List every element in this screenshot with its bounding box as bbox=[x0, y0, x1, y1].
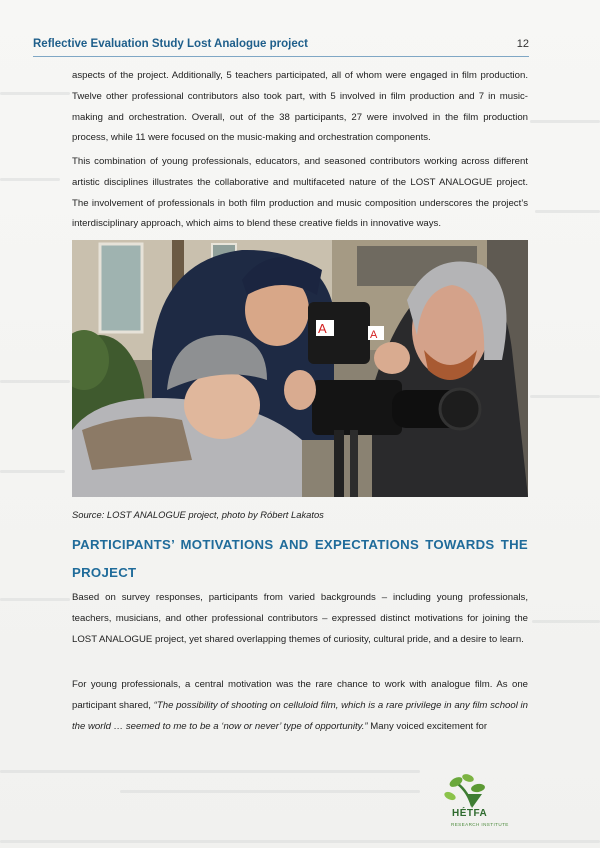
paragraph-young-professionals bbox=[72, 675, 528, 737]
logo-subtitle: RESEARCH INSTITUTE bbox=[451, 822, 509, 827]
background-streak bbox=[535, 210, 600, 213]
header-divider bbox=[33, 56, 529, 57]
paragraph-text: For young professionals, a central motivation was the rare chance to work with analogue film. As one participant shared, bbox=[72, 679, 528, 711]
section-heading: PARTICIPANTS’ MOTIVATIONS AND EXPECTATIONS TOWARDS THE PROJECT bbox=[72, 537, 528, 580]
background-streak bbox=[0, 770, 420, 773]
project-photo bbox=[72, 240, 528, 497]
participant-quote: “The possibility of shooting on celluloid film, which is a rare privilege in any film school in the world … seemed to me to be a ‘now or never’ type of opportunity.” bbox=[72, 699, 529, 732]
paragraph-text-end: Many voiced excitement for bbox=[367, 720, 488, 732]
background-streak bbox=[530, 120, 600, 123]
photo-illustration bbox=[72, 240, 528, 497]
page-number: 12 bbox=[516, 38, 529, 50]
background-streak bbox=[0, 178, 60, 181]
camera-badge-a-2: A bbox=[370, 329, 378, 341]
background-streak bbox=[0, 92, 70, 95]
paragraph-motivations: Based on survey responses, participants from varied backgrounds – including young professionals, teachers, musicians, and other professional contributors – expressed distinct motivations for joining the LOST ANALOGUE project, yet shared overlapping themes of curiosity, cultural pride, and a desire to learn. bbox=[72, 592, 528, 645]
background-streak bbox=[0, 470, 65, 473]
background-streak bbox=[532, 620, 600, 623]
background-streak bbox=[0, 598, 70, 601]
camera-badge-a: A bbox=[318, 321, 327, 336]
background-streak bbox=[0, 840, 600, 843]
logo-name: HÉTFA bbox=[452, 808, 488, 819]
page-header bbox=[33, 38, 529, 56]
header-title: Reflective Evaluation Study Lost Analogue project bbox=[33, 38, 308, 50]
paragraph-participants-breakdown: aspects of the project. Additionally, 5 teachers participated, all of whom were engaged in film production. Twelve other professional contributors also took part, with 5 involved in film production and 7 in music-making and orchestration. Overall, out of the 38 participants, 27 were involved in the film production process, while 11 were focused on the music-making and orchestration components. bbox=[72, 70, 528, 144]
background-streak bbox=[120, 790, 420, 793]
paragraph-interdisciplinary: This combination of young professionals, educators, and seasoned contributors working across different artistic disciplines illustrates the collaborative and multifaceted nature of the LOST ANALOGUE project. The involvement of professionals in both film production and music composition underscores the project’s interdisciplinary approach, which aims to blend these creative fields in innovative ways. bbox=[72, 156, 528, 230]
photo-caption: Source: LOST ANALOGUE project, photo by Róbert Lakatos bbox=[72, 509, 324, 520]
background-streak bbox=[530, 395, 600, 398]
background-streak bbox=[0, 380, 70, 383]
